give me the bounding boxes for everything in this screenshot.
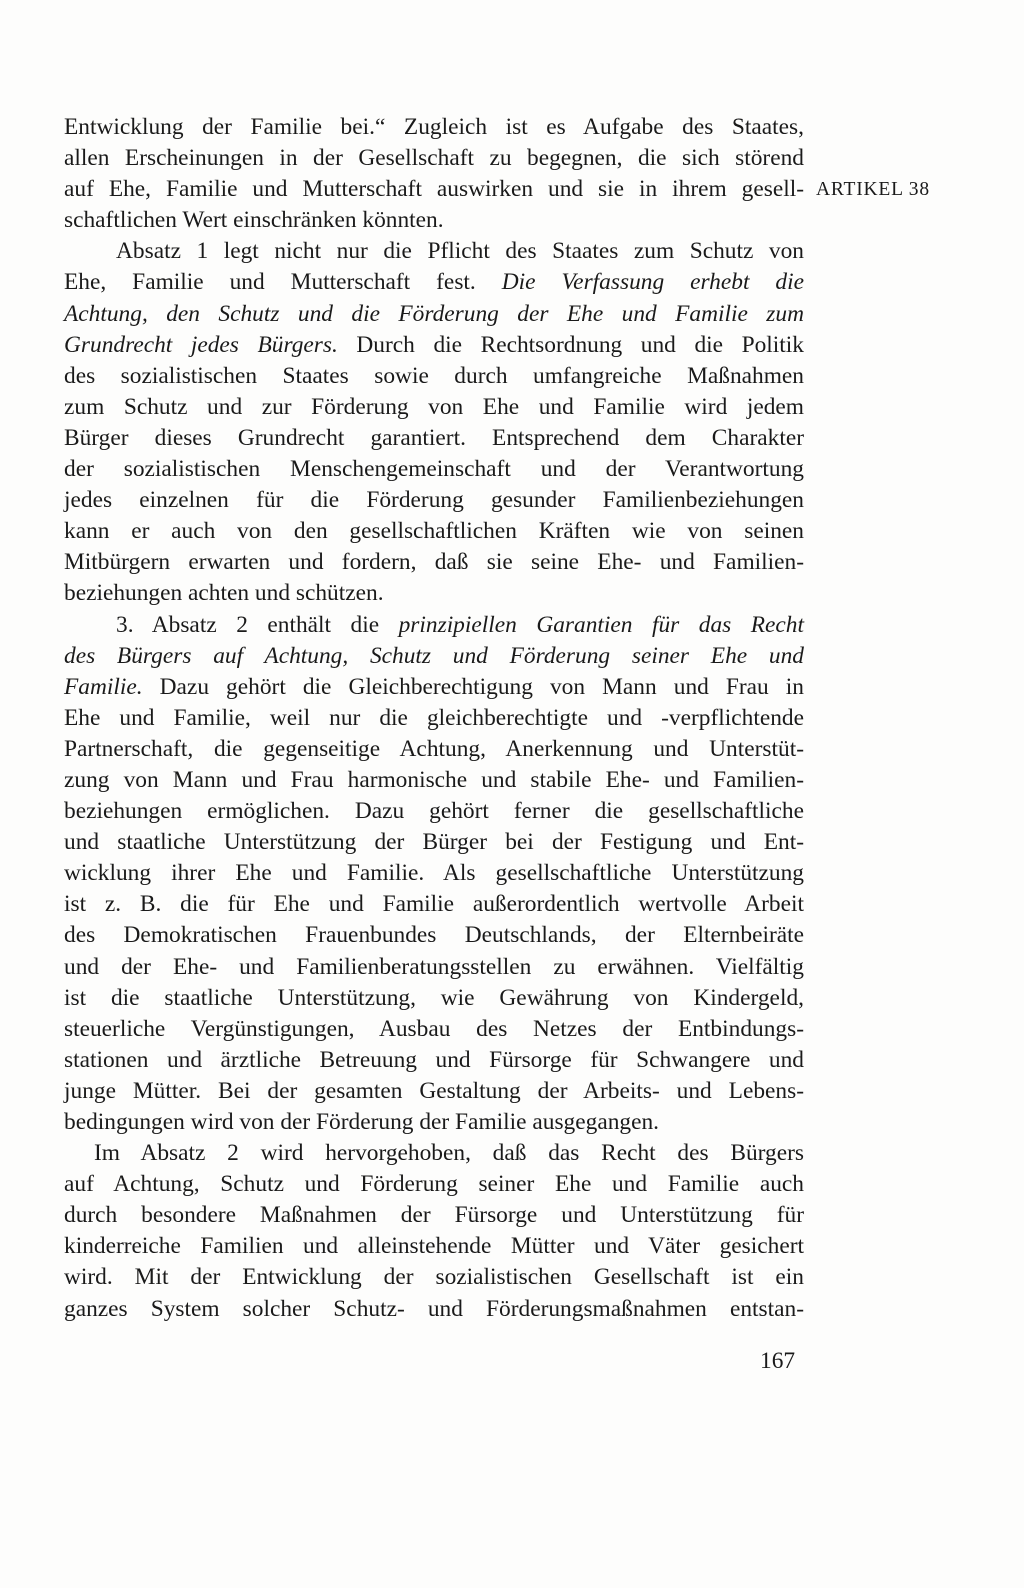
- text-line: [64, 1076, 804, 1107]
- emphasized-text: Die Verfassung erhebt die: [501, 269, 805, 296]
- text-segment: stationen und ärztliche Betreuung und Fürsorge für Schwangere und: [64, 1046, 804, 1073]
- text-line: [64, 1045, 804, 1076]
- text-line: [64, 610, 804, 641]
- text-line: [64, 267, 804, 298]
- emphasized-text: Achtung, den Schutz und die Förderung der Ehe und Familie zum: [64, 300, 804, 327]
- text-line: [64, 1294, 804, 1325]
- text-line: [64, 952, 804, 983]
- text-line: [64, 983, 804, 1014]
- text-line: [64, 703, 804, 734]
- emphasized-text: des Bürgers auf Achtung, Schutz und Förderung seiner Ehe und: [64, 642, 804, 669]
- text-line: [64, 174, 804, 205]
- text-segment: auf Achtung, Schutz und Förderung seiner Ehe und Familie auch: [64, 1171, 804, 1198]
- text-line: [64, 547, 804, 578]
- text-line: [64, 734, 804, 765]
- text-line: [64, 454, 804, 485]
- text-segment: schaftlichen Wert einschränken könnten.: [64, 207, 444, 234]
- text-segment: Durch die Rechtsordnung und die Politik: [337, 331, 804, 358]
- body-text: [64, 112, 804, 1325]
- text-segment: ist z. B. die für Ehe und Familie außerordentlich wertvolle Arbeit: [64, 891, 804, 918]
- text-segment: Absatz 1 legt nicht nur die Pflicht des Staates zum Schutz von: [116, 238, 804, 265]
- text-segment: wicklung ihrer Ehe und Familie. Als gesellschaftliche Unterstützung: [64, 860, 804, 887]
- text-line: [64, 641, 804, 672]
- text-line: [64, 672, 804, 703]
- text-segment: des Demokratischen Frauenbundes Deutschlands, der Elternbeiräte: [64, 922, 804, 949]
- text-line: [64, 236, 804, 267]
- text-line: [64, 361, 804, 392]
- text-line: [64, 516, 804, 547]
- text-segment: Im Absatz 2 wird hervorgehoben, daß das Recht des Bürgers: [94, 1140, 804, 1167]
- text-segment: ganzes System solcher Schutz- und Förderungsmaßnahmen entstan-: [64, 1295, 804, 1322]
- text-segment: Partnerschaft, die gegenseitige Achtung, Anerkennung und Unterstüt-: [64, 735, 804, 762]
- text-line: [64, 765, 804, 796]
- text-line: [64, 112, 804, 143]
- emphasized-text: Grundrecht jedes Bürgers.: [64, 331, 338, 358]
- text-line: [64, 920, 804, 951]
- text-line: [64, 485, 804, 516]
- text-segment: steuerliche Vergünstigungen, Ausbau des Netzes der Entbindungs-: [64, 1015, 804, 1042]
- text-segment: junge Mütter. Bei der gesamten Gestaltung der Arbeits- und Lebens-: [64, 1077, 804, 1104]
- text-segment: der sozialistischen Menschengemeinschaft und der Verantwortung: [64, 456, 804, 483]
- text-segment: Bürger dieses Grundrecht garantiert. Entsprechend dem Charakter: [64, 424, 804, 451]
- text-segment: des sozialistischen Staates sowie durch umfangreiche Maßnahmen: [64, 362, 804, 389]
- text-segment: Ehe, Familie und Mutterschaft fest.: [64, 269, 502, 296]
- text-line: [64, 1014, 804, 1045]
- text-segment: beziehungen ermöglichen. Dazu gehört ferner die gesellschaftliche: [64, 798, 804, 825]
- text-line: [64, 299, 804, 330]
- text-line: [64, 889, 804, 920]
- text-line: [64, 1138, 804, 1169]
- text-line: [64, 1231, 804, 1262]
- text-segment: bedingungen wird von der Förderung der Familie ausgegangen.: [64, 1109, 660, 1135]
- text-segment: zum Schutz und zur Förderung von Ehe und Familie wird jedem: [64, 393, 804, 420]
- text-line: [64, 330, 804, 361]
- text-line: [64, 796, 804, 827]
- text-segment: allen Erscheinungen in der Gesellschaft zu begegnen, die sich störend: [64, 145, 804, 172]
- text-segment: Ehe und Familie, weil nur die gleichberechtigte und -verpflichtende: [64, 704, 804, 731]
- text-segment: jedes einzelnen für die Förderung gesunder Familienbeziehungen: [64, 487, 804, 514]
- page-number: 167: [760, 1348, 796, 1374]
- text-line: [64, 1200, 804, 1231]
- text-line: [64, 1262, 804, 1293]
- text-segment: durch besondere Maßnahmen der Fürsorge und Unterstützung für: [64, 1202, 804, 1229]
- margin-note-article: ARTIKEL 38: [816, 179, 930, 200]
- text-line: [64, 143, 804, 174]
- text-segment: und der Ehe- und Familienberatungsstellen zu erwähnen. Vielfältig: [64, 953, 804, 980]
- text-segment: Dazu gehört die Gleichberechtigung von Mann und Frau in: [142, 673, 804, 700]
- text-segment: ist die staatliche Unterstützung, wie Gewährung von Kindergeld,: [64, 984, 804, 1011]
- text-segment: beziehungen achten und schützen.: [64, 580, 384, 607]
- text-segment: wird. Mit der Entwicklung der sozialistischen Gesellschaft ist ein: [64, 1264, 804, 1291]
- text-line: [64, 392, 804, 423]
- text-line: [64, 858, 804, 889]
- text-line: [64, 578, 804, 609]
- text-segment: kinderreiche Familien und alleinstehende Mütter und Väter gesichert: [64, 1233, 804, 1260]
- emphasized-text: prinzipiellen Garantien für das Recht: [398, 611, 804, 638]
- text-segment: auf Ehe, Familie und Mutterschaft auswirken und sie in ihrem gesell-: [64, 176, 804, 203]
- text-line: [64, 423, 804, 454]
- text-line: [64, 205, 804, 236]
- text-segment: kann er auch von den gesellschaftlichen Kräften wie von seinen: [64, 518, 804, 545]
- text-segment: zung von Mann und Frau harmonische und stabile Ehe- und Familien-: [64, 766, 804, 793]
- emphasized-text: Familie.: [64, 673, 143, 700]
- text-segment: und staatliche Unterstützung der Bürger bei der Festigung und Ent-: [64, 829, 804, 856]
- text-line: [64, 827, 804, 858]
- text-segment: Mitbürgern erwarten und fordern, daß sie seine Ehe- und Familien-: [64, 549, 804, 576]
- text-segment: Entwicklung der Familie bei.“ Zugleich ist es Aufgabe des Staates,: [64, 114, 804, 140]
- text-segment: 3. Absatz 2 enthält die: [116, 611, 399, 638]
- text-line: [64, 1107, 804, 1138]
- text-line: [64, 1169, 804, 1200]
